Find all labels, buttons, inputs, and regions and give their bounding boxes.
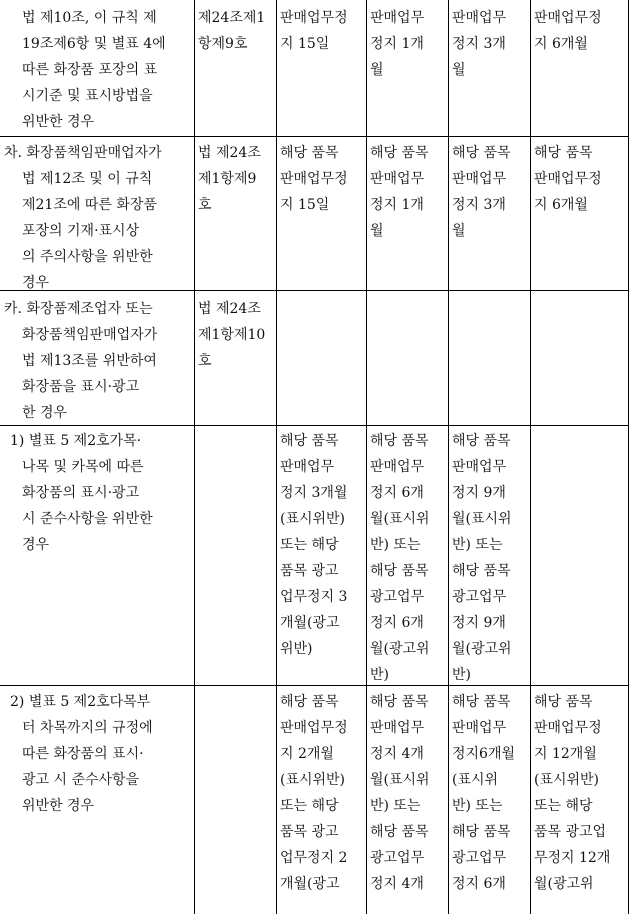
cell-line: 제21조에 따른 화장품: [22, 197, 157, 213]
cell-line: 판매업무정: [280, 720, 348, 736]
cell-line: 법 제24조: [198, 145, 261, 161]
cell-line: 한 경우: [22, 405, 68, 421]
cell-line: 광고업무: [370, 850, 425, 866]
cell-line: 해당 품목: [452, 145, 511, 161]
cell-line: 광고 시 준수사항을: [22, 772, 140, 788]
cell-line: 차. 화장품책임판매업자가: [4, 145, 162, 161]
table-cell: [280, 428, 364, 662]
table-cell: [534, 140, 627, 218]
cell-line: 지 12개월: [534, 746, 597, 762]
cell-line: 판매업무: [280, 459, 335, 475]
cell-line: 판매업무: [370, 171, 425, 187]
cell-line: 정지 9개: [452, 615, 506, 631]
table-cell: [198, 140, 274, 218]
cell-line: 제24조제1: [198, 10, 266, 26]
cell-line: 반) 또는: [370, 537, 421, 553]
cell-line: 시기준 및 표시방법을: [22, 88, 153, 104]
cell-line: (표시위: [452, 772, 499, 788]
cell-line: 반) 또는: [370, 798, 421, 814]
cell-line: 월: [370, 223, 384, 239]
cell-line: 정지6개월: [452, 746, 516, 762]
table-cell: [534, 5, 627, 57]
cell-line: 해당 품목: [534, 145, 593, 161]
cell-line: 월(광고위: [370, 641, 430, 657]
cell-line: 월: [452, 223, 466, 239]
cell-line: 정지 1개: [370, 197, 424, 213]
table-cell: [10, 428, 192, 558]
cell-line: 판매업무: [452, 10, 507, 26]
cell-line: 위반한 경우: [22, 798, 95, 814]
column-divider: [530, 0, 531, 914]
cell-line: 위반한 경우: [22, 114, 95, 130]
table-cell: [534, 689, 627, 897]
cell-line: 해당 품목: [280, 145, 339, 161]
cell-line: 품목 광고업: [534, 824, 607, 840]
cell-line: 호: [198, 353, 212, 369]
cell-line: (표시위반): [280, 511, 346, 527]
cell-line: 개월(광고: [280, 615, 340, 631]
column-divider: [448, 0, 449, 914]
cell-line: 정지 4개: [370, 876, 424, 892]
cell-line: 해당 품목: [280, 433, 339, 449]
cell-line: 월(표시위: [452, 511, 512, 527]
table-cell: [452, 140, 528, 244]
cell-line: 시 준수사항을 위반한: [22, 511, 153, 527]
cell-line: 해당 품목: [452, 563, 511, 579]
cell-line: 정지 3개월: [280, 485, 348, 501]
cell-line: 법 제10조, 이 규칙 제: [22, 10, 157, 26]
cell-line: 지 15일: [280, 197, 330, 213]
cell-line: 판매업무정: [534, 171, 602, 187]
cell-line: 월(광고위: [452, 641, 512, 657]
cell-line: 해당 품목: [370, 563, 429, 579]
cell-line: 위반): [280, 641, 313, 657]
cell-line: 따른 화장품 포장의 표: [22, 62, 158, 78]
cell-line: 월(표시위: [370, 772, 430, 788]
cell-line: 판매업무: [370, 10, 425, 26]
cell-line: 경우: [22, 275, 50, 291]
table-cell: [10, 689, 192, 819]
cell-line: 판매업무: [452, 171, 507, 187]
cell-line: (표시위반): [534, 772, 600, 788]
cell-line: 또는 해당: [280, 537, 339, 553]
cell-line: 지 15일: [280, 36, 330, 52]
cell-line: 개월(광고: [280, 876, 340, 892]
cell-line: 지 2개월: [280, 746, 334, 762]
cell-line: 업무정지 3: [280, 589, 348, 605]
table-cell: [198, 296, 274, 374]
cell-line: 1) 별표 5 제2호가목·: [10, 433, 142, 449]
cell-line: (표시위반): [280, 772, 346, 788]
cell-line: 호: [198, 197, 212, 213]
cell-line: 화장품책임판매업자가: [22, 327, 158, 343]
cell-line: 터 차목까지의 규정에: [22, 720, 153, 736]
cell-line: 화장품을 표시·광고: [22, 379, 140, 395]
cell-line: 경우: [22, 537, 50, 553]
cell-line: 의 주의사항을 위반한: [22, 249, 153, 265]
cell-line: 월: [452, 62, 466, 78]
cell-line: 월(광고위: [534, 876, 594, 892]
cell-line: 판매업무: [452, 459, 507, 475]
column-divider: [366, 0, 367, 914]
cell-line: 법 제24조: [198, 301, 261, 317]
cell-line: 정지 9개: [452, 485, 506, 501]
cell-line: 나목 및 카목에 따른: [22, 459, 144, 475]
cell-line: 반): [370, 667, 389, 683]
cell-line: 판매업무: [370, 459, 425, 475]
table-cell: [370, 5, 446, 83]
cell-line: 월: [370, 62, 384, 78]
cell-line: 항제9호: [198, 36, 248, 52]
cell-line: 법 제12조 및 이 규칙: [22, 171, 153, 187]
table-cell: [198, 5, 274, 57]
cell-line: 판매업무정: [280, 171, 348, 187]
cell-line: 판매업무: [452, 720, 507, 736]
table-cell: [280, 689, 364, 897]
cell-line: 해당 품목: [452, 694, 511, 710]
table-cell: [370, 140, 446, 244]
cell-line: 품목 광고: [280, 824, 339, 840]
table-cell: [370, 428, 446, 688]
cell-line: 해당 품목: [370, 824, 429, 840]
cell-line: 품목 광고: [280, 563, 339, 579]
cell-line: 해당 품목: [370, 433, 429, 449]
row-divider: [0, 136, 629, 137]
cell-line: 따른 화장품의 표시·: [22, 746, 144, 762]
cell-line: 카. 화장품제조업자 또는: [4, 301, 153, 317]
cell-line: 판매업무정: [534, 10, 602, 26]
cell-line: 지 6개월: [534, 36, 588, 52]
cell-line: 정지 6개: [370, 615, 424, 631]
table-cell: [370, 689, 446, 897]
table-cell: [280, 140, 364, 218]
cell-line: 해당 품목: [534, 694, 593, 710]
cell-line: 제1항제10: [198, 327, 266, 343]
column-divider: [276, 0, 277, 914]
cell-line: 또는 해당: [534, 798, 593, 814]
table-cell: [4, 140, 192, 296]
column-divider: [194, 0, 195, 914]
cell-line: 판매업무: [370, 720, 425, 736]
cell-line: 업무정지 2: [280, 850, 348, 866]
cell-line: 정지 4개: [370, 746, 424, 762]
cell-line: 포장의 기재·표시상: [22, 223, 140, 239]
cell-line: 정지 6개: [370, 485, 424, 501]
cell-line: 광고업무: [370, 589, 425, 605]
cell-line: 판매업무정: [280, 10, 348, 26]
cell-line: 화장품의 표시·광고: [22, 485, 140, 501]
cell-line: 제1항제9: [198, 171, 257, 187]
cell-line: 정지 3개: [452, 197, 506, 213]
cell-line: 해당 품목: [370, 694, 429, 710]
cell-line: 판매업무정: [534, 720, 602, 736]
cell-line: 또는 해당: [280, 798, 339, 814]
cell-line: 정지 1개: [370, 36, 424, 52]
cell-line: 반): [452, 667, 471, 683]
cell-line: 해당 품목: [452, 824, 511, 840]
cell-line: 반) 또는: [452, 537, 503, 553]
cell-line: 해당 품목: [280, 694, 339, 710]
table-cell: [22, 5, 192, 135]
cell-line: 광고업무: [452, 589, 507, 605]
table-cell: [452, 689, 528, 897]
cell-line: 해당 품목: [452, 433, 511, 449]
cell-line: 정지 6개: [452, 876, 506, 892]
cell-line: 반) 또는: [452, 798, 503, 814]
cell-line: 해당 품목: [370, 145, 429, 161]
cell-line: 월(표시위: [370, 511, 430, 527]
cell-line: 광고업무: [452, 850, 507, 866]
cell-line: 무정지 12개: [534, 850, 611, 866]
cell-line: 2) 별표 5 제2호다목부: [10, 694, 151, 710]
cell-line: 지 6개월: [534, 197, 588, 213]
cell-line: 법 제13조를 위반하여: [22, 353, 157, 369]
cell-line: 정지 3개: [452, 36, 506, 52]
table-cell: [452, 5, 528, 83]
cell-line: 19조제6항 및 별표 4에: [22, 36, 166, 52]
table-cell: [280, 5, 364, 57]
row-divider: [0, 685, 629, 686]
table-cell: [452, 428, 528, 688]
table-cell: [4, 296, 192, 426]
